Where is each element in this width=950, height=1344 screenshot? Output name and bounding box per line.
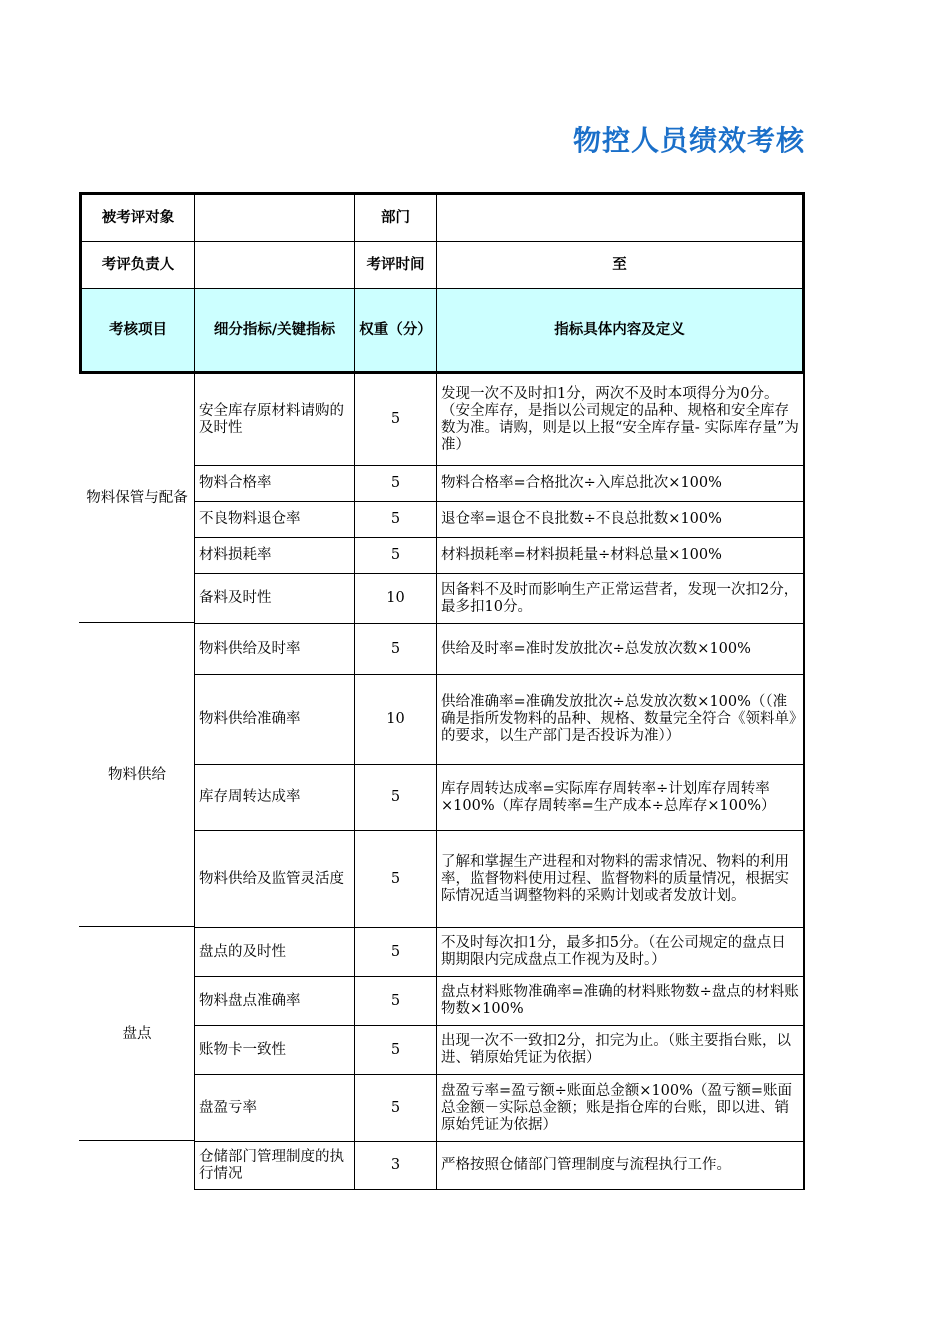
group-other <box>79 1141 195 1189</box>
weight-cell: 5 <box>354 537 437 574</box>
definition-cell: 材料损耗率=材料损耗量÷材料总量×100% <box>436 537 805 574</box>
indicator-cell: 物料供给及监管灵活度 <box>194 830 355 928</box>
indicator-cell: 物料供给准确率 <box>194 674 355 765</box>
definition-cell: 不及时每次扣1分，最多扣5分。（在公司规定的盘点日期期限内完成盘点工作视为及时。） <box>436 927 805 977</box>
weight-cell: 10 <box>354 674 437 765</box>
weight-cell: 5 <box>354 501 437 538</box>
definition-cell: 盘点材料账物准确率=准确的材料账物数÷盘点的材料账物数×100% <box>436 976 805 1026</box>
dept-value[interactable] <box>436 192 805 242</box>
weight-cell: 5 <box>354 830 437 928</box>
weight-cell: 5 <box>354 373 437 466</box>
group-divider <box>79 1140 195 1141</box>
definition-cell: 严格按照仓储部门管理制度与流程执行工作。 <box>436 1141 805 1190</box>
header-weight: 权重（分） <box>354 288 437 374</box>
definition-cell: 库存周转达成率=实际库存周转率÷计划库存周转率×100%（库存周转率=生产成本÷总库存×100%） <box>436 764 805 831</box>
group-divider <box>79 926 195 927</box>
group-material-storage: 物料保管与配备 <box>86 489 188 506</box>
weight-cell: 10 <box>354 573 437 624</box>
weight-cell: 5 <box>354 976 437 1026</box>
definition-cell: 物料合格率=合格批次÷入库总批次×100% <box>436 465 805 502</box>
definition-cell: 了解和掌握生产进程和对物料的需求情况、物料的利用率，监督物料使用过程、监督物料的质量情况，根据实际情况适当调整物料的采购计划或者发放计划。 <box>436 830 805 928</box>
indicator-cell: 盘点的及时性 <box>194 927 355 977</box>
definition-cell: 发现一次不及时扣1分，两次不及时本项得分为0分。（安全库存，是指以公司规定的品种、规格和安全库存数为准。请购，则是以上报“安全库存量- 实际库存量”为准） <box>436 373 805 466</box>
definition-cell: 供给及时率=准时发放批次÷总发放次数×100% <box>436 623 805 675</box>
subject-label: 被考评对象 <box>79 192 195 242</box>
indicator-cell: 仓储部门管理制度的执行情况 <box>194 1141 355 1190</box>
weight-cell: 5 <box>354 623 437 675</box>
definition-cell: 盘盈亏率=盈亏额÷账面总金额×100%（盈亏额=账面总金额－实际总金额；账是指仓库的台账，即以进、销原始凭证为依据） <box>436 1074 805 1142</box>
subject-value[interactable] <box>194 192 355 242</box>
group-inventory: 盘点 <box>122 1025 152 1042</box>
indicator-cell: 安全库存原材料请购的及时性 <box>194 373 355 466</box>
owner-label: 考评负责人 <box>79 241 195 289</box>
header-item: 考核项目 <box>79 288 195 374</box>
weight-cell: 5 <box>354 465 437 502</box>
time-value[interactable]: 至 <box>436 241 805 289</box>
indicator-cell: 材料损耗率 <box>194 537 355 574</box>
owner-value[interactable] <box>194 241 355 289</box>
indicator-cell: 盘盈亏率 <box>194 1074 355 1142</box>
time-label: 考评时间 <box>354 241 437 289</box>
definition-cell: 退仓率=退仓不良批数÷不良总批数×100% <box>436 501 805 538</box>
weight-cell: 3 <box>354 1141 437 1190</box>
weight-cell: 5 <box>354 1025 437 1075</box>
indicator-cell: 物料盘点准确率 <box>194 976 355 1026</box>
definition-cell: 因备料不及时而影响生产正常运营者，发现一次扣2分，最多扣10分。 <box>436 573 805 624</box>
indicator-cell: 库存周转达成率 <box>194 764 355 831</box>
indicator-cell: 备料及时性 <box>194 573 355 624</box>
weight-cell: 5 <box>354 764 437 831</box>
page-title: 物控人员绩效考核 <box>573 124 805 157</box>
header-definition: 指标具体内容及定义 <box>436 288 805 374</box>
group-divider <box>79 622 195 623</box>
weight-cell: 5 <box>354 927 437 977</box>
header-indicator: 细分指标/关键指标 <box>194 288 355 374</box>
definition-cell: 出现一次不一致扣2分，扣完为止。（账主要指台账，以进、销原始凭证为依据） <box>436 1025 805 1075</box>
dept-label: 部门 <box>354 192 437 242</box>
indicator-cell: 不良物料退仓率 <box>194 501 355 538</box>
indicator-cell: 物料合格率 <box>194 465 355 502</box>
group-material-supply: 物料供给 <box>108 766 166 783</box>
indicator-cell: 物料供给及时率 <box>194 623 355 675</box>
indicator-cell: 账物卡一致性 <box>194 1025 355 1075</box>
definition-cell: 供给准确率=准确发放批次÷总发放次数×100%（（准确是指所发物料的品种、规格、数量完全符合《领料单》的要求，以生产部门是否投诉为准）） <box>436 674 805 765</box>
weight-cell: 5 <box>354 1074 437 1142</box>
